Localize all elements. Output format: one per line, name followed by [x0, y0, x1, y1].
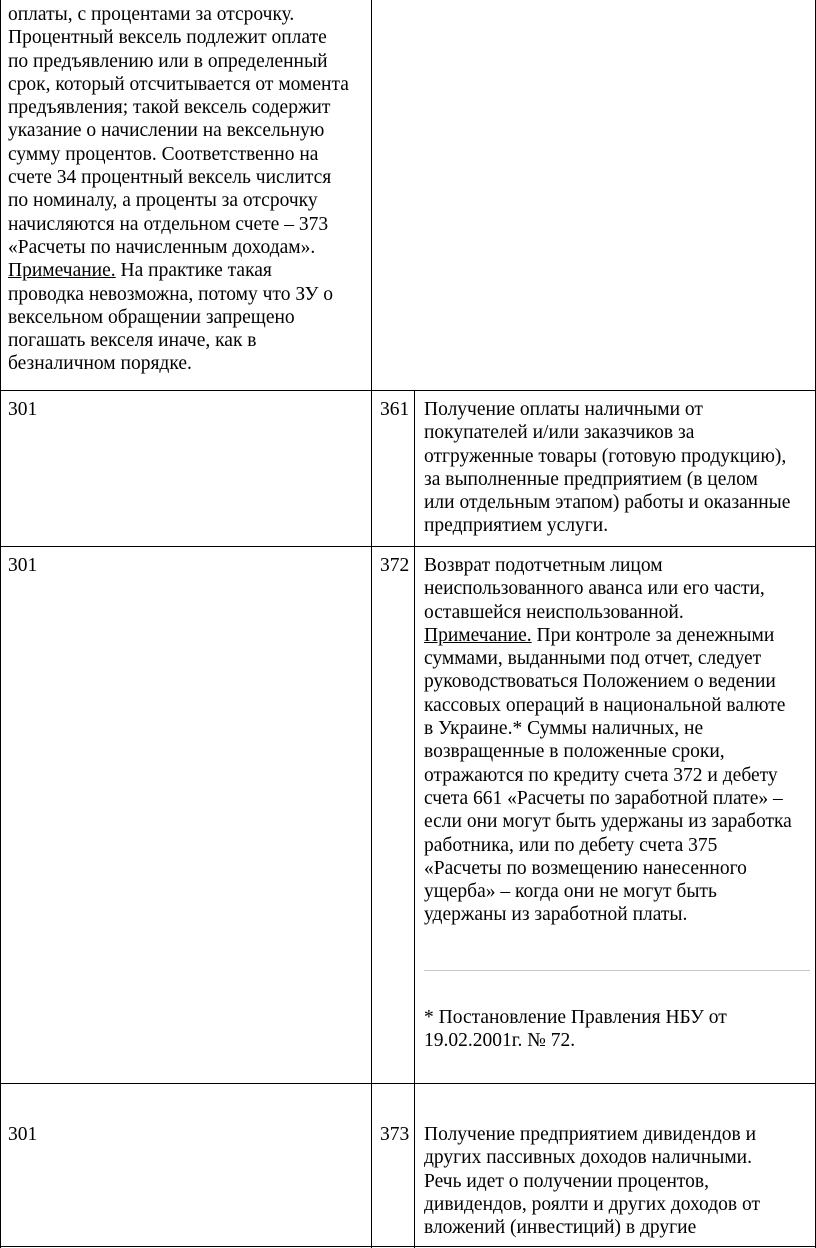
credit-account-cell — [380, 1123, 409, 1146]
credit-account: 372 — [380, 555, 410, 576]
text-line: по номиналу, а проценты за отсрочку — [8, 190, 318, 212]
text-line: Процентный вексель подлежит оплате — [8, 27, 327, 49]
debit-account-cell — [8, 398, 37, 421]
text-line: сумму процентов. Соответственно на — [8, 143, 319, 165]
text-line: отгруженные товары (готовую продукцию), — [424, 445, 787, 467]
text-line: срок, который отсчитывается от момента — [8, 73, 349, 95]
text-line: счета 661 «Расчеты по заработной плате» – — [424, 787, 783, 809]
credit-account-cell — [380, 398, 409, 421]
text-line: оставшейся неиспользованной. — [424, 601, 684, 623]
operation-description-cell — [424, 398, 814, 538]
text-line: за выполненные предприятием (в целом — [424, 468, 758, 490]
text-line: начисляются на отдельном счете – 373 — [8, 213, 329, 235]
text-line: Речь идет о получении процентов, — [424, 1170, 709, 1192]
footnote-line: * Постановление Правления НБУ от — [424, 1007, 727, 1028]
text-line: суммами, выданными под отчет, следует — [424, 648, 762, 670]
text-line: «Расчеты по возмещению нанесенного — [424, 857, 747, 879]
text-line: отражаются по кредиту счета 372 и дебету — [424, 764, 778, 786]
credit-account: 373 — [380, 1124, 410, 1145]
text-line: руководствоваться Положением о ведении — [424, 671, 776, 693]
text-line: Возврат подотчетным лицом — [424, 555, 663, 576]
text-line: счете 34 процентный вексель числится — [8, 167, 332, 189]
text-line: возвращенные в положенные сроки, — [424, 741, 725, 763]
text-line: погашать векселя иначе, как в — [8, 330, 257, 352]
note-label: Примечание. — [424, 624, 532, 646]
text-line: удержаны из заработной платы. — [424, 904, 688, 926]
note-line: Примечание. На практике такая — [8, 260, 272, 282]
text-line: если они могут быть удержаны из заработка — [424, 811, 792, 833]
text-line: предъявления; такой вексель содержит — [8, 97, 331, 119]
table-column-divider-1 — [371, 0, 372, 1248]
row-text — [8, 3, 368, 376]
table-row-continued — [8, 3, 368, 376]
debit-account: 301 — [8, 399, 38, 420]
debit-account: 301 — [8, 555, 38, 576]
note-line: Примечание. При контроле за денежными — [424, 624, 775, 646]
text-line: или отдельным этапом) работы и оказанные — [424, 492, 791, 514]
text-line: по предъявлению или в определенный — [8, 50, 328, 72]
footnote — [424, 1006, 814, 1053]
text-line: дивидендов, роялти и других доходов от — [424, 1193, 760, 1215]
text-line: вексельном обращении запрещено — [8, 306, 295, 328]
text-line: Получение предприятием дивидендов и — [424, 1124, 757, 1145]
table-row-divider-1 — [0, 390, 816, 391]
text-line: проводка невозможна, потому что ЗУ о — [8, 283, 334, 305]
text-line: вложений (инвестиций) в другие — [424, 1217, 697, 1239]
text-line: работника, или по дебету счета 375 — [424, 834, 718, 856]
footnote-line: 19.02.2001г. № 72. — [424, 1030, 576, 1052]
text-line: кассовых операций в национальной валюте — [424, 694, 786, 716]
text-line: указание о начислении на вексельную — [8, 120, 325, 142]
debit-account-cell — [8, 1123, 37, 1146]
debit-account: 301 — [8, 1124, 38, 1145]
text-line: неиспользованного аванса или его части, — [424, 578, 765, 600]
text-line: в Украине.* Суммы наличных, не — [424, 718, 704, 740]
table-row-divider-2 — [0, 546, 816, 547]
text-line: покупателей и/или заказчиков за — [424, 422, 695, 444]
table-row-divider-3 — [0, 1083, 816, 1084]
note-label: Примечание. — [8, 260, 116, 282]
text-line: ущерба» – когда они не могут быть — [424, 881, 717, 903]
text-line: безналичном порядке. — [8, 353, 192, 375]
debit-account-cell — [8, 554, 37, 577]
table-column-divider-2 — [414, 391, 415, 1248]
table-border-bottom — [0, 1246, 816, 1247]
text-line: предприятием услуги. — [424, 515, 609, 537]
credit-account: 361 — [380, 399, 410, 420]
credit-account-cell — [380, 554, 409, 577]
text-line: «Расчеты по начисленным доходам». — [8, 236, 316, 258]
operation-description-cell — [424, 554, 814, 927]
operation-description-cell — [424, 1123, 814, 1239]
text-line: Получение оплаты наличными от — [424, 399, 703, 420]
text-line: оплаты, с процентами за отсрочку. — [8, 4, 295, 25]
table-border-left — [0, 0, 1, 1248]
footnote-separator — [424, 970, 810, 971]
text-line: других пассивных доходов наличными. — [424, 1147, 752, 1169]
